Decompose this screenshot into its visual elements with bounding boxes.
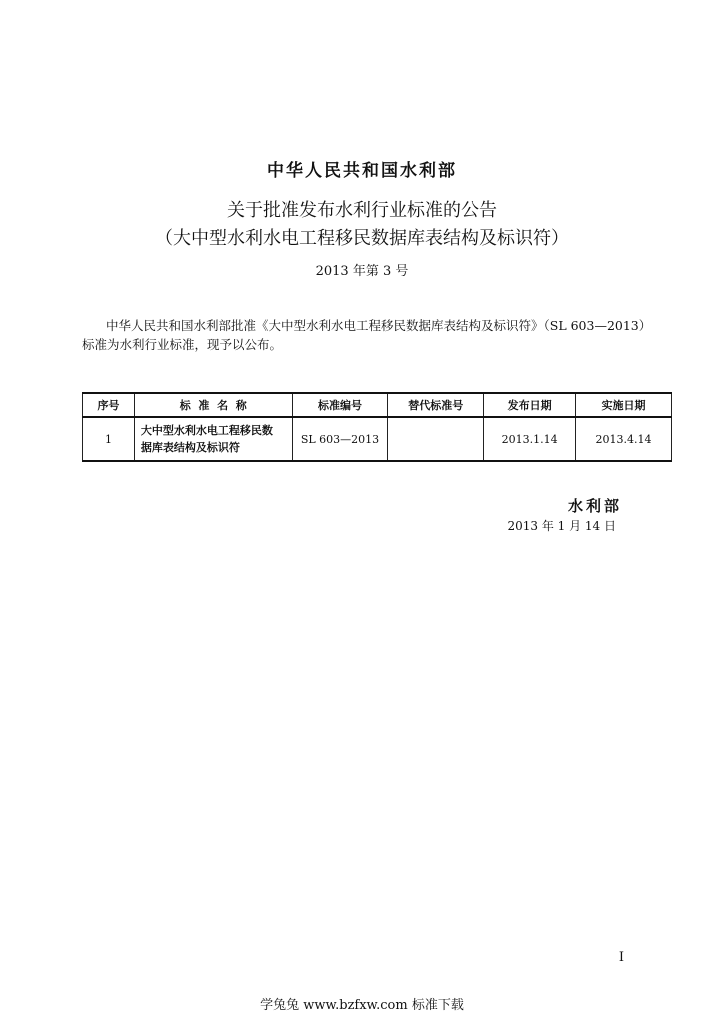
announcement-subtitle: （大中型水利水电工程移民数据库表结构及标识符） [155, 228, 569, 249]
cell-index: 1 [83, 417, 135, 461]
cell-name-line-1: 大中型水利水电工程移民数 [140, 424, 273, 437]
cell-code: SL 603—2013 [292, 417, 388, 461]
standards-table [82, 392, 672, 462]
cell-name-line-2: 据库表结构及标识符 [140, 441, 240, 454]
footer-watermark: 学兔兔 www.bzfxw.com 标准下载 [260, 998, 464, 1013]
col-header-code: 标准编号 [292, 393, 388, 417]
announcement-body [82, 316, 657, 354]
table-header-row [83, 393, 672, 417]
signature-date: 2013 年 1 月 14 日 [507, 519, 616, 533]
col-header-name: 标 准 名 称 [134, 393, 292, 417]
page-number: I [618, 950, 624, 965]
body-line-2: 标准为水利行业标准，现予以公布。 [82, 337, 283, 352]
body-line-1: 中华人民共和国水利部批准《大中型水利水电工程移民数据库表结构及标识符》（SL 603—2013） [106, 318, 652, 333]
col-header-publish-date: 发布日期 [484, 393, 576, 417]
table-row [83, 417, 672, 461]
col-header-effective-date: 实施日期 [576, 393, 672, 417]
issue-number: 2013 年第 3 号 [315, 264, 409, 279]
col-header-replaces: 替代标准号 [388, 393, 484, 417]
cell-effective-date: 2013.4.14 [576, 417, 672, 461]
announcement-title: 关于批准发布水利行业标准的公告 [227, 200, 497, 221]
col-header-index: 序号 [83, 393, 135, 417]
cell-replaces [388, 417, 484, 461]
cell-publish-date: 2013.1.14 [484, 417, 576, 461]
signature-org: 水利部 [567, 497, 622, 515]
issuing-authority: 中华人民共和国水利部 [267, 161, 457, 181]
cell-name [134, 417, 292, 461]
